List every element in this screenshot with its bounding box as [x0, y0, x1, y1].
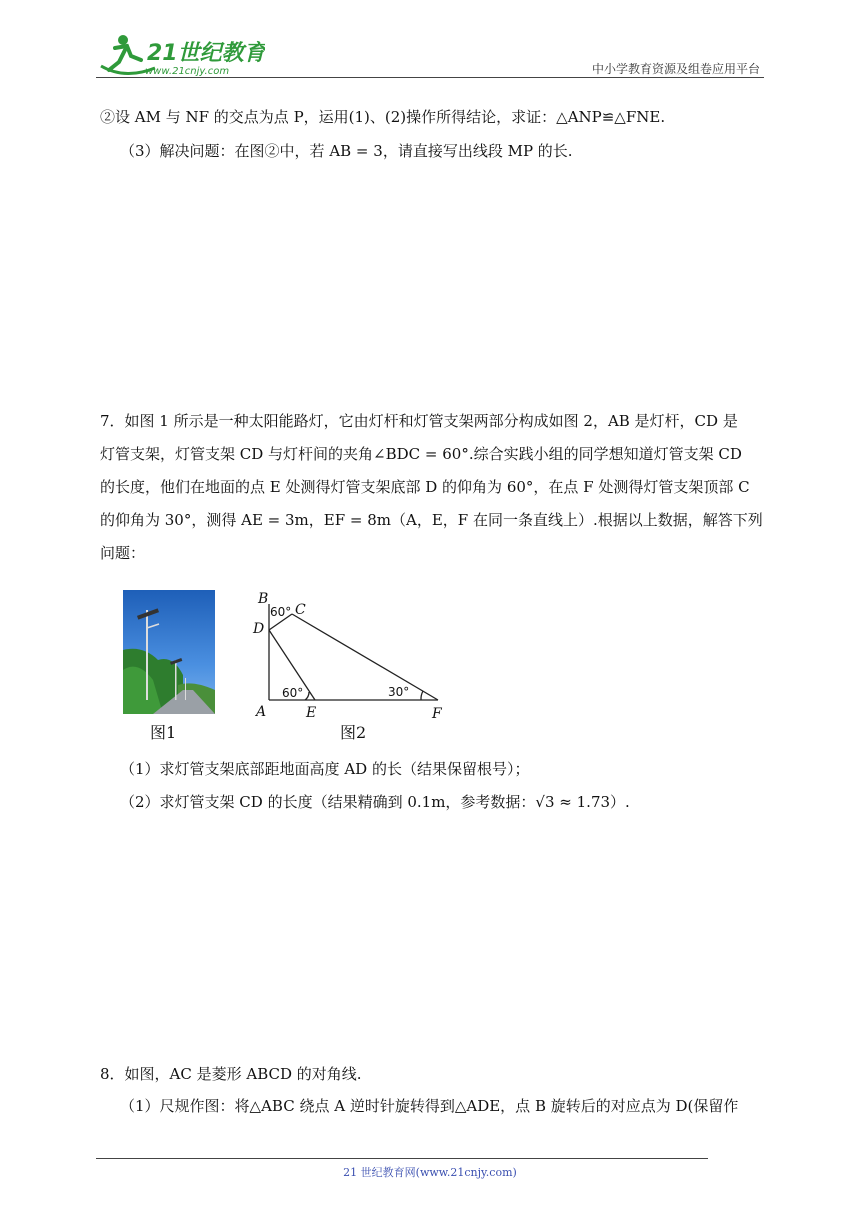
logo-url: www.21cnjy.com	[145, 66, 230, 77]
footer-divider	[96, 1158, 708, 1159]
header-divider	[96, 77, 764, 78]
label-e: E	[306, 705, 317, 721]
logo-text: 21世纪教育	[147, 41, 265, 66]
label-d: D	[253, 621, 265, 637]
q6-line-1: ②设 AM 与 NF 的交点为点 P，运用(1)、(2)操作所得结论，求证：△ANP≌△FNE.	[100, 108, 666, 126]
footer-text: 21 世纪教育网(www.21cnjy.com)	[343, 1166, 517, 1179]
q7-sub-1: （1）求灯管支架底部距地面高度 AD 的长（结果保留根号）；	[120, 760, 530, 778]
q8-line-2: （1）尺规作图：将△ABC 绕点 A 逆时针旋转得到△ADE，点 B 旋转后的对应点为 D(保留作	[120, 1097, 739, 1115]
angle-e-label: 60°	[282, 686, 304, 700]
q6-line-2: （3）解决问题：在图②中，若 AB = 3，请直接写出线段 MP 的长.	[120, 142, 573, 160]
street-lamp-photo	[123, 590, 215, 714]
angle-bdc-label: 60°	[270, 605, 292, 619]
label-c: C	[295, 602, 306, 618]
header-platform-text: 中小学教育资源及组卷应用平台	[591, 62, 760, 76]
figure-2-caption: 图2	[340, 723, 367, 742]
figure-1-caption: 图1	[150, 723, 177, 742]
q7-line-5: 问题：	[100, 544, 146, 562]
line-cf	[292, 614, 438, 700]
q7-line-3: 的长度，他们在地面的点 E 处测得灯管支架底部 D 的仰角为 60°，在点 F 处测得灯管支架顶部 C	[100, 478, 750, 496]
label-b: B	[258, 591, 269, 607]
q7-line-2: 灯管支架，灯管支架 CD 与灯杆间的夹角∠BDC = 60°.综合实践小组的同学想知道灯管支架 CD	[100, 445, 742, 463]
geometry-figure-2	[248, 586, 448, 721]
angle-f-label: 30°	[388, 685, 410, 699]
q7-sub-2: （2）求灯管支架 CD 的长度（结果精确到 0.1m，参考数据：√3 ≈ 1.73）.	[120, 793, 630, 811]
label-a: A	[256, 704, 267, 720]
label-f: F	[432, 706, 442, 721]
q7-line-1: 7．如图 1 所示是一种太阳能路灯，它由灯杆和灯管支架两部分构成如图 2，AB 是灯杆，CD 是	[100, 412, 738, 430]
q7-line-4: 的仰角为 30°，测得 AE = 3m，EF = 8m（A，E，F 在同一条直线上）.根据以上数据，解答下列	[100, 511, 763, 529]
site-logo	[95, 30, 265, 80]
q8-line-1: 8．如图，AC 是菱形 ABCD 的对角线.	[100, 1065, 362, 1083]
